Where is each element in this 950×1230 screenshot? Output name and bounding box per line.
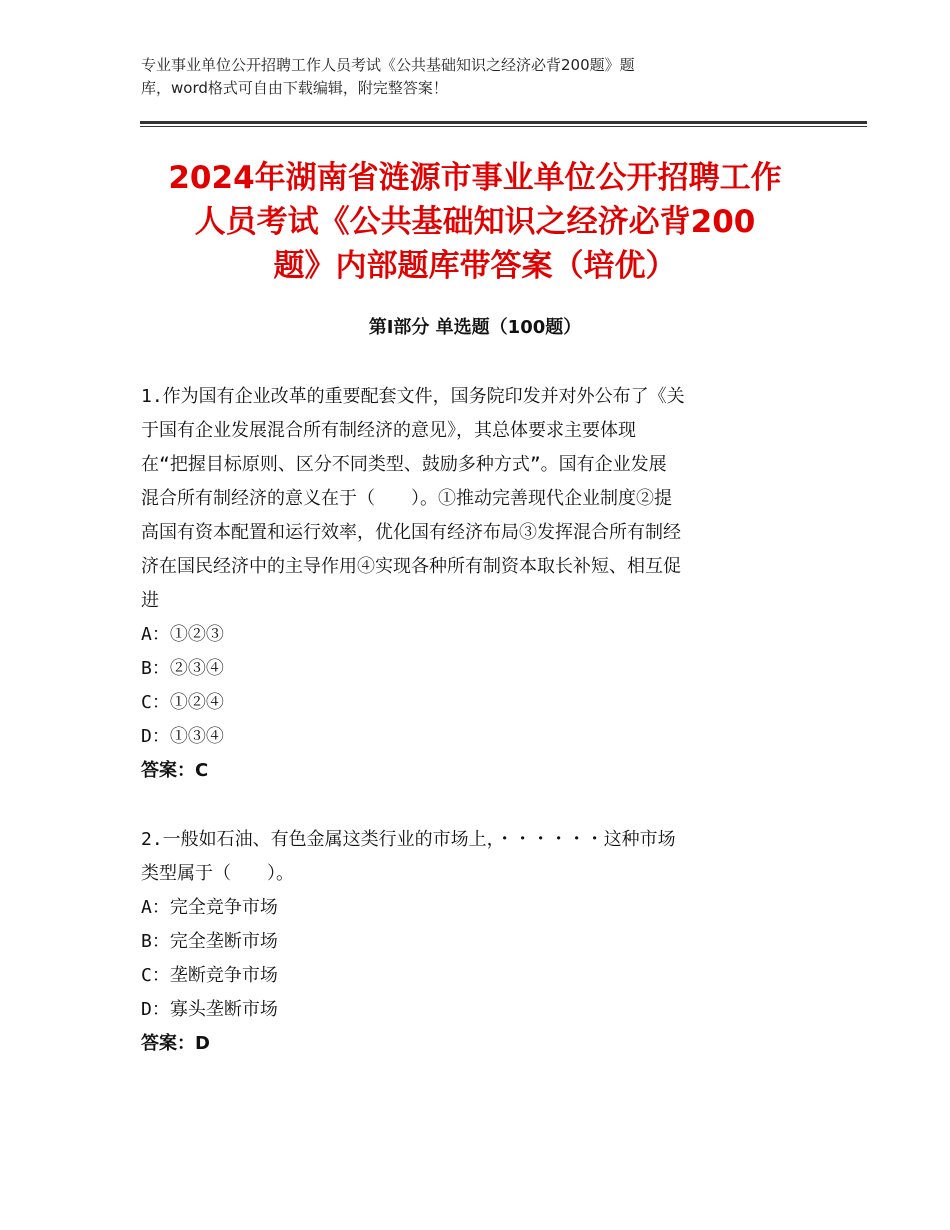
question-text-line: 混合所有制经济的意义在于（ ）。①推动完善现代企业制度②提 <box>141 488 672 509</box>
question-text-line: 在“把握目标原则、区分不同类型、鼓励多种方式”。国有企业发展 <box>141 454 667 475</box>
question-text-line: 1.作为国有企业改革的重要配套文件，国务院印发并对外公布了《关 <box>141 386 685 407</box>
option-a: A：①②③ <box>141 624 224 645</box>
option-b: B：②③④ <box>141 658 224 679</box>
document-title <box>130 156 820 288</box>
question-text-line: 济在国民经济中的主导作用④实现各种所有制资本取长补短、相互促 <box>141 556 681 577</box>
option-a: A：完全竞争市场 <box>141 897 278 918</box>
header-divider-thin <box>140 126 867 127</box>
question-text-line: 2.一般如石油、有色金属这类行业的市场上，・・・・・・这种市场 <box>141 829 676 850</box>
title-line-2: 人员考试《公共基础知识之经济必背200 <box>194 204 756 240</box>
option-d: D：寡头垄断市场 <box>141 999 278 1020</box>
option-b: B：完全垄断市场 <box>141 931 278 952</box>
option-c: C：①②④ <box>141 692 224 713</box>
header-divider-thick <box>140 121 867 124</box>
section-heading: 第Ⅰ部分 单选题（100题） <box>368 317 582 338</box>
option-c: C：垄断竞争市场 <box>141 965 278 986</box>
question-text-line: 于国有企业发展混合所有制经济的意见》，其总体要求主要体现 <box>141 420 636 441</box>
title-line-1: 2024年湖南省涟源市事业单位公开招聘工作 <box>168 160 782 196</box>
question-text-line: 高国有资本配置和运行效率，优化国有经济布局③发挥混合所有制经 <box>141 522 681 543</box>
question-text-line: 进 <box>141 590 159 611</box>
question-text-line: 类型属于（ ）。 <box>141 863 294 884</box>
answer: 答案：D <box>141 1033 210 1054</box>
question-1 <box>141 380 801 788</box>
option-d: D：①③④ <box>141 726 224 747</box>
title-line-3: 题》内部题库带答案（培优） <box>273 248 677 284</box>
answer: 答案：C <box>141 760 209 781</box>
header-line-2: 库，word格式可自由下载编辑，附完整答案！ <box>141 79 448 97</box>
header-line-1: 专业事业单位公开招聘工作人员考试《公共基础知识之经济必背200题》题 <box>141 56 635 74</box>
question-2 <box>141 823 801 1061</box>
document-header <box>141 54 781 100</box>
